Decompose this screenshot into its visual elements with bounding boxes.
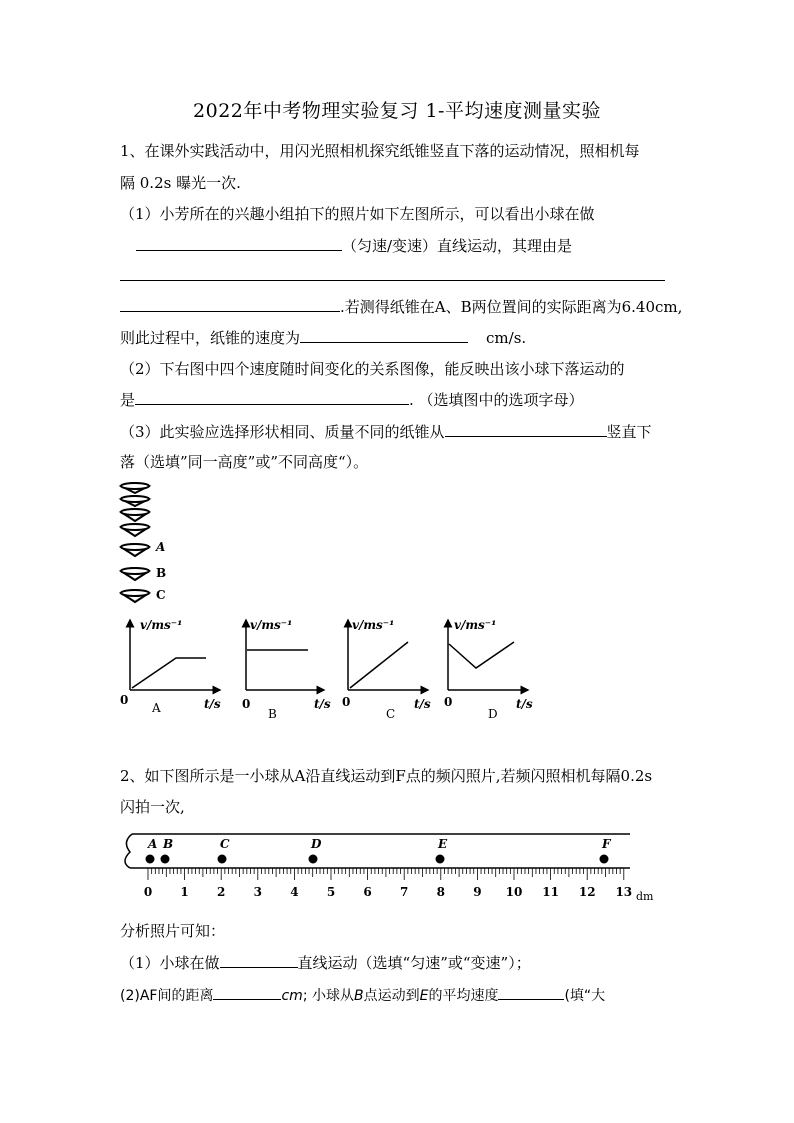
- ruler-tick-label: 9: [473, 885, 482, 899]
- graph-c-ylabel: v/ms⁻¹: [352, 618, 395, 632]
- ruler-tick-label: 12: [578, 885, 596, 899]
- strobe-ball-label: C: [220, 837, 230, 851]
- q2-analysis: 分析照片可知：: [120, 922, 226, 940]
- q1-part2-hint: . （选填图中的选项字母）: [409, 391, 584, 409]
- strobe-ball: [309, 855, 318, 864]
- graph-c-letter: C: [386, 707, 396, 721]
- ruler-tick-label: 2: [217, 885, 226, 899]
- graph-d-letter: D: [488, 707, 498, 721]
- q1-part3-text: （3）此实验应选择形状相同、质量不同的纸锥从: [120, 423, 445, 441]
- q2-part1: [120, 951, 531, 973]
- graph-d-xlabel: t/s: [516, 697, 533, 711]
- ruler-tick-label: 7: [400, 885, 409, 899]
- answer-blank[interactable]: [445, 420, 607, 437]
- graph-d-origin: 0: [444, 695, 453, 709]
- strobe-ball: [600, 855, 609, 864]
- q1-part3-line2: 落（选填”同一高度”或”不同高度“）。: [120, 453, 369, 471]
- answer-blank[interactable]: [136, 234, 342, 251]
- graph-d-ylabel: v/ms⁻¹: [454, 618, 497, 632]
- answer-blank[interactable]: [213, 983, 281, 1000]
- graph-b-origin: 0: [242, 697, 251, 711]
- strobe-ball-label: D: [311, 837, 322, 851]
- graph-c-xlabel: t/s: [414, 697, 431, 711]
- q1-part2-is: 是: [120, 391, 136, 409]
- paper-cone: [121, 496, 149, 506]
- q1-part3-line1: [120, 420, 652, 442]
- strobe-ball-label: A: [148, 837, 158, 851]
- answer-blank[interactable]: [135, 388, 409, 405]
- graph-b-xlabel: t/s: [314, 697, 331, 711]
- strobe-ball: [146, 855, 155, 864]
- ruler-tick-label: 5: [326, 885, 336, 899]
- cone-photo-figure: [116, 478, 186, 604]
- strobe-ball-label: F: [602, 837, 611, 851]
- graph-option-a: [120, 618, 221, 715]
- q2-stem-line1: 2、如下图所示是一小球从A沿直线运动到F点的频闪照片,若频闪照相机每隔0.2s: [120, 767, 653, 785]
- q1-speed-text: 则此过程中，纸锥的速度为: [120, 329, 301, 347]
- graph-option-c: [342, 618, 431, 721]
- graph-d-curve: [449, 642, 514, 668]
- cone-label-c: C: [156, 588, 166, 602]
- paper-cone: [121, 483, 149, 493]
- cone-label-a: A: [156, 540, 166, 554]
- ruler-tick-label: 13: [615, 885, 633, 899]
- ruler-tick-label: 3: [253, 885, 262, 899]
- answer-blank[interactable]: [300, 326, 468, 343]
- q1-part1-line2: [136, 234, 572, 256]
- strobe-ball: [218, 855, 227, 864]
- q1-part1-line4: [120, 326, 526, 348]
- strobe-ball-label: E: [438, 837, 448, 851]
- ruler-ticks: [148, 868, 624, 880]
- graph-c-origin: 0: [342, 695, 351, 709]
- q2-part1-text: （1）小球在做: [120, 954, 220, 972]
- strobe-ball-label: B: [163, 837, 174, 851]
- graph-c-curve: [350, 642, 408, 688]
- q2-part2-text-d: 的平均速度: [428, 988, 499, 1004]
- page-title: 2022年中考物理实验复习 1-平均速度测量实验: [193, 100, 601, 122]
- q1-part1-measure-text: .若测得纸锥在A、B两位置间的实际距离为6.40cm,: [340, 298, 683, 316]
- q2-part2-unit: cm: [281, 988, 303, 1004]
- q2-part2-text-c: 点运动到: [363, 988, 420, 1004]
- ruler-tick-label: 8: [436, 885, 445, 899]
- q1-stem-line2: 隔 0.2s 曝光一次.: [120, 174, 241, 192]
- q2-part1-hint: 直线运动（选填“匀速”或“变速”）；: [297, 954, 531, 972]
- graph-b-letter: B: [268, 707, 277, 721]
- strobe-balls: [146, 837, 613, 864]
- q1-part1-line3: [120, 295, 682, 317]
- paper-cone: [121, 590, 149, 602]
- paper-cone: [121, 524, 149, 536]
- q1-part3-tail: 竖直下: [606, 423, 652, 441]
- graph-b-ylabel: v/ms⁻¹: [250, 618, 293, 632]
- vt-graphs-figure: [116, 612, 536, 724]
- q2-part2-text-b: ; 小球从: [302, 988, 354, 1004]
- q2-part2-text-e: (填“大: [564, 988, 606, 1004]
- cone-label-b: B: [156, 566, 167, 580]
- q2-point-b: B: [353, 988, 364, 1004]
- strobe-ball: [436, 855, 445, 864]
- q1-speed-unit: cm/s.: [486, 329, 527, 347]
- graph-a-xlabel: t/s: [204, 697, 221, 711]
- answer-blank[interactable]: [120, 295, 340, 312]
- ruler-tick-label: 1: [180, 885, 189, 899]
- graph-a-curve: [132, 658, 206, 688]
- paper-cone: [121, 544, 149, 556]
- q1-part1-choice-text: （匀速/变速）直线运动，其理由是: [342, 237, 573, 255]
- ruler-tick-labels: [144, 885, 632, 899]
- paper-cone: [121, 568, 149, 580]
- ruler-broken-edge: [125, 834, 132, 868]
- graph-option-d: [444, 618, 533, 721]
- ruler-unit: dm: [636, 890, 654, 903]
- graph-a-letter: A: [152, 701, 161, 715]
- ruler-tick-label: 11: [542, 885, 559, 899]
- paper-cone: [121, 509, 149, 521]
- q2-part2: [120, 983, 605, 1005]
- ruler-tick-label: 10: [505, 885, 523, 899]
- q2-part2-text: (2)AF间的距离: [120, 988, 214, 1004]
- q2-stem-line2: 闪拍一次,: [120, 798, 185, 816]
- answer-line[interactable]: [120, 280, 665, 281]
- q2-point-e: E: [419, 988, 429, 1004]
- graph-option-b: [242, 618, 331, 721]
- answer-blank[interactable]: [220, 951, 298, 968]
- ruler-tick-label: 0: [143, 885, 153, 899]
- q1-stem-line1: 1、在课外实践活动中，用闪光照相机探究纸锥竖直下落的运动情况，照相机每: [120, 142, 640, 160]
- ruler-strobe-figure: [116, 826, 660, 906]
- ruler-tick-label: 6: [363, 885, 372, 899]
- q1-part2-line2: [120, 388, 584, 410]
- ruler-tick-label: 4: [290, 885, 299, 899]
- answer-blank[interactable]: [498, 983, 564, 1000]
- graph-a-origin: 0: [120, 693, 129, 707]
- graph-a-ylabel: v/ms⁻¹: [140, 618, 183, 632]
- q1-part2-line1: （2）下右图中四个速度随时间变化的关系图像，能反映出该小球下落运动的: [120, 360, 625, 378]
- q1-part1-line1: （1）小芳所在的兴趣小组拍下的照片如下左图所示，可以看出小球在做: [120, 205, 595, 223]
- strobe-ball: [161, 855, 170, 864]
